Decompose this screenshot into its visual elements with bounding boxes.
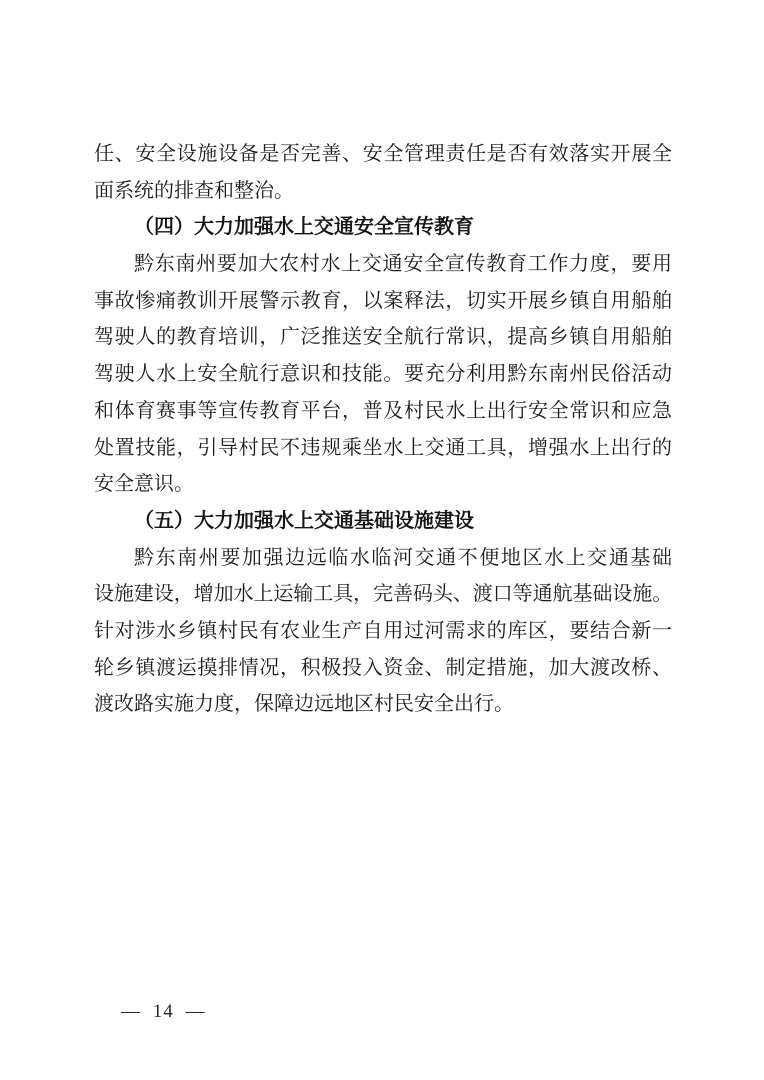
para-section-five-body xyxy=(94,540,672,723)
text-line: 面系统的排查和整治。 xyxy=(94,179,294,202)
heading-section-four xyxy=(94,209,672,246)
text-line: 黔东南州要加强边远临水临河交通不便地区水上交通基础 xyxy=(134,546,672,569)
text-line: 处置技能，引导村民不违规乘坐水上交通工具，增强水上出行的 xyxy=(94,436,672,459)
text-line: 事故惨痛教训开展警示教育，以案释法，切实开展乡镇自用船舶 xyxy=(94,289,672,312)
text-line: 黔东南州要加大农村水上交通安全宣传教育工作力度，要用 xyxy=(134,253,672,276)
heading-line: （四）大力加强水上交通安全宣传教育 xyxy=(134,216,474,239)
heading-line: （五）大力加强水上交通基础设施建设 xyxy=(134,509,474,532)
text-line: 渡改路实施力度，保障边远地区村民安全出行。 xyxy=(94,693,514,716)
text-line: 设施建设，增加水上运输工具，完善码头、渡口等通航基础设施。 xyxy=(94,583,672,606)
text-line: 轮乡镇渡运摸排情况，积极投入资金、制定措施，加大渡改桥、 xyxy=(94,656,672,679)
text-line: 驾驶人的教育培训，广泛推送安全航行常识，提高乡镇自用船舶 xyxy=(94,326,672,349)
document-body xyxy=(94,136,672,723)
para-section-four-body xyxy=(94,246,672,503)
text-line: 针对涉水乡镇村民有农业生产自用过河需求的库区，要结合新一 xyxy=(94,619,672,642)
text-line: 和体育赛事等宣传教育平台，普及村民水上出行安全常识和应急 xyxy=(94,399,672,422)
text-line: 安全意识。 xyxy=(94,473,194,496)
heading-section-five xyxy=(94,503,672,540)
page-number: — 14 — xyxy=(121,1001,206,1022)
para-carryover-inspection xyxy=(94,136,672,209)
text-line: 任、安全设施设备是否完善、安全管理责任是否有效落实开展全 xyxy=(94,143,672,165)
text-line: 驾驶人水上安全航行意识和技能。要充分利用黔东南州民俗活动 xyxy=(94,363,672,386)
